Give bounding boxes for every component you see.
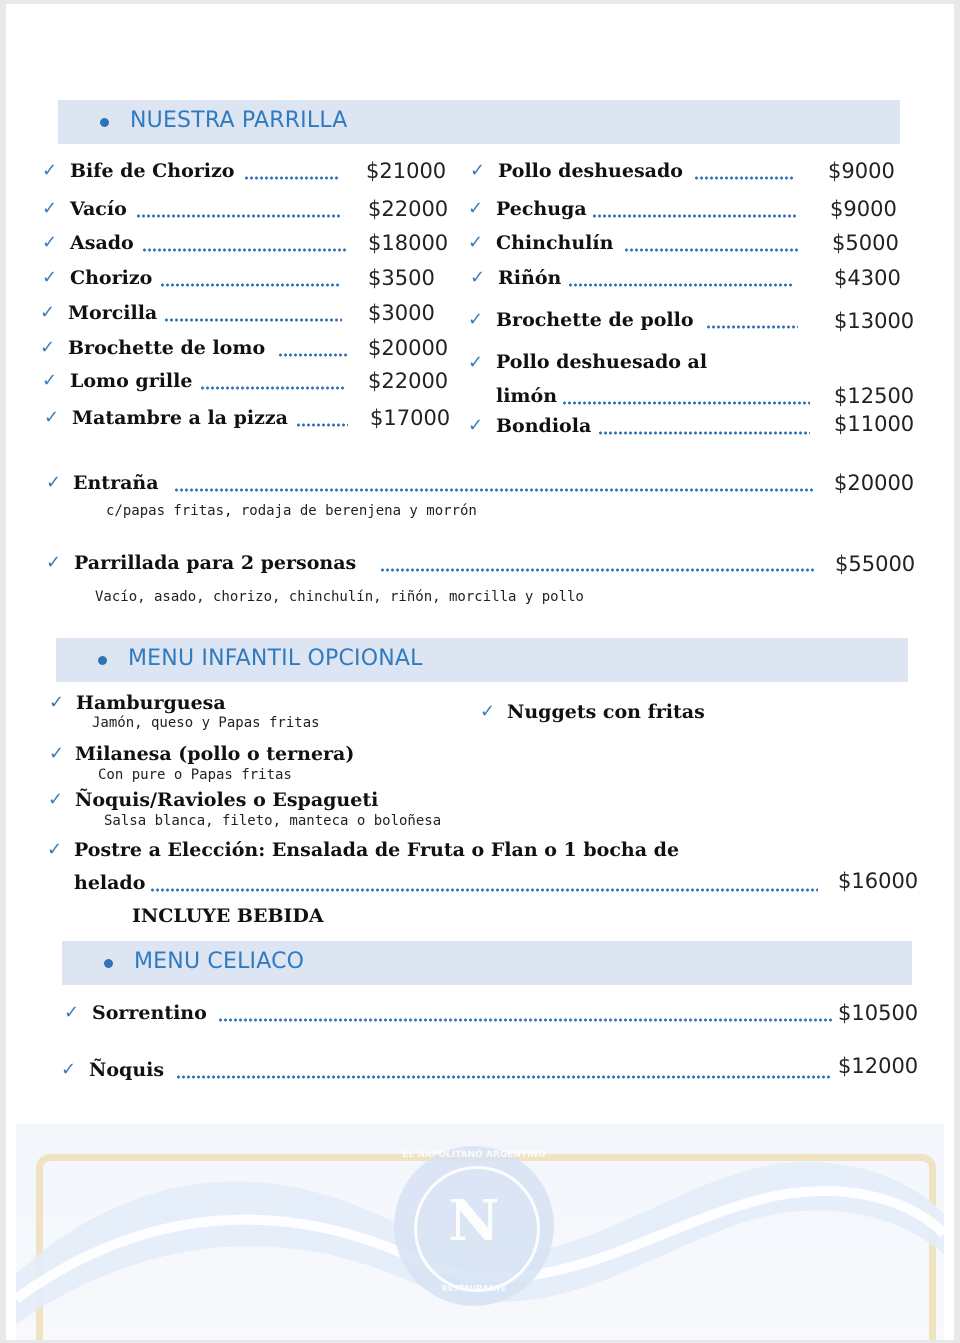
leader-dots — [160, 283, 340, 287]
menu-item-price: $12500 — [834, 384, 915, 408]
menu-item-name: Riñón — [498, 267, 562, 289]
check-icon: ✓ — [46, 552, 62, 573]
check-icon: ✓ — [468, 415, 484, 436]
footer-decoration — [16, 1124, 944, 1340]
leader-dots — [624, 248, 798, 252]
menu-item-note: Con pure o Papas fritas — [98, 767, 292, 783]
menu-item-name: Nuggets con fritas — [507, 701, 705, 723]
leader-dots — [164, 318, 342, 322]
leader-dots — [278, 353, 348, 357]
check-icon: ✓ — [49, 743, 65, 764]
menu-item-price: $13000 — [834, 309, 915, 333]
check-icon: ✓ — [42, 198, 58, 219]
menu-item-name: Brochette de lomo — [68, 337, 266, 359]
menu-item-name: Matambre a la pizza — [72, 407, 288, 429]
menu-item-note: Jamón, queso y Papas fritas — [92, 715, 320, 731]
leader-dots — [136, 214, 342, 218]
leader-dots — [562, 401, 810, 405]
menu-item-price: $21000 — [366, 159, 447, 183]
check-icon: ✓ — [46, 472, 62, 493]
check-icon: ✓ — [47, 839, 63, 860]
menu-item-price: $22000 — [368, 197, 449, 221]
menu-item-name: Ñoquis/Ravioles o Espagueti — [75, 789, 379, 811]
check-icon: ✓ — [42, 160, 58, 181]
bullet-icon — [98, 656, 107, 665]
leader-dots — [176, 1075, 830, 1079]
check-icon: ✓ — [42, 232, 58, 253]
menu-item-name: Entraña — [73, 472, 159, 494]
check-icon: ✓ — [61, 1059, 77, 1080]
menu-item-name: Pollo deshuesado — [498, 160, 683, 182]
leader-dots — [568, 283, 794, 287]
section-header-infantil — [56, 638, 908, 682]
check-icon: ✓ — [48, 789, 64, 810]
leader-dots — [706, 325, 798, 329]
menu-item-price: $16000 — [838, 869, 919, 893]
leader-dots — [598, 431, 810, 435]
check-icon: ✓ — [480, 701, 496, 722]
logo-top-text: EL NAPOLITANO ARGENTINO — [402, 1150, 546, 1160]
menu-item-name: Pechuga — [496, 198, 587, 220]
menu-item-price: $4300 — [834, 266, 901, 290]
menu-item-name: Ñoquis — [89, 1059, 165, 1081]
bullet-icon — [104, 959, 113, 968]
leader-dots — [694, 176, 794, 180]
leader-dots — [592, 214, 798, 218]
menu-item-name: Chorizo — [70, 267, 153, 289]
logo-bottom-text: RESTAURANTE — [441, 1284, 507, 1293]
menu-item-price: $20000 — [368, 336, 449, 360]
check-icon: ✓ — [40, 337, 56, 358]
menu-item-name: Brochette de pollo — [496, 309, 694, 331]
check-icon: ✓ — [64, 1002, 80, 1023]
incluye-bebida-note: INCLUYE BEBIDA — [132, 905, 324, 927]
menu-item-name: Hamburguesa — [76, 692, 226, 714]
check-icon: ✓ — [468, 309, 484, 330]
menu-item-note: c/papas fritas, rodaja de berenjena y morrón — [106, 503, 477, 519]
menu-item-price: $3000 — [368, 301, 435, 325]
check-icon: ✓ — [468, 232, 484, 253]
leader-dots — [200, 386, 346, 390]
logo-letter: N — [448, 1188, 500, 1254]
section-header-celiaco — [62, 941, 912, 985]
check-icon: ✓ — [49, 692, 65, 713]
menu-item-price: $18000 — [368, 231, 449, 255]
bullet-icon — [100, 118, 109, 127]
menu-item-name: Pollo deshuesado al — [496, 351, 708, 373]
menu-item-price: $11000 — [834, 412, 915, 436]
leader-dots — [142, 248, 346, 252]
menu-item-price: $3500 — [368, 266, 435, 290]
check-icon: ✓ — [44, 407, 60, 428]
menu-item-price: $5000 — [832, 231, 899, 255]
section-header-parrilla — [58, 100, 900, 144]
menu-item-price: $17000 — [370, 406, 451, 430]
leader-dots — [380, 568, 814, 572]
check-icon: ✓ — [42, 370, 58, 391]
check-icon: ✓ — [470, 267, 486, 288]
menu-item-name: Morcilla — [68, 302, 158, 324]
leader-dots — [174, 488, 814, 492]
restaurant-logo — [394, 1146, 554, 1306]
section-title: MENU CELIACO — [134, 949, 305, 974]
menu-item-name: Sorrentino — [92, 1002, 207, 1024]
leader-dots — [296, 423, 348, 427]
menu-item-name: Bondiola — [496, 415, 592, 437]
menu-item-price: $10500 — [838, 1001, 919, 1025]
leader-dots — [150, 888, 818, 892]
menu-item-name-continued: helado — [74, 872, 146, 894]
menu-item-name: Milanesa (pollo o ternera) — [75, 743, 355, 765]
menu-item-name: Bife de Chorizo — [70, 160, 235, 182]
menu-item-price: $12000 — [838, 1054, 919, 1078]
menu-item-note: Vacío, asado, chorizo, chinchulín, riñón, morcilla y pollo — [95, 589, 584, 605]
section-title: MENU INFANTIL OPCIONAL — [128, 646, 423, 671]
check-icon: ✓ — [468, 352, 484, 373]
check-icon: ✓ — [42, 267, 58, 288]
menu-item-name: Vacío — [70, 198, 127, 220]
menu-item-name: Parrillada para 2 personas — [74, 552, 357, 574]
menu-item-price: $9000 — [830, 197, 897, 221]
menu-item-price: $9000 — [828, 159, 895, 183]
check-icon: ✓ — [40, 302, 56, 323]
menu-item-price: $22000 — [368, 369, 449, 393]
leader-dots — [244, 176, 338, 180]
check-icon: ✓ — [468, 198, 484, 219]
check-icon: ✓ — [470, 160, 486, 181]
menu-item-name: Lomo grille — [70, 370, 193, 392]
menu-item-name: Chinchulín — [496, 232, 614, 254]
menu-item-name: Postre a Elección: Ensalada de Fruta o Flan o 1 bocha de — [74, 839, 680, 861]
menu-item-price: $55000 — [835, 552, 916, 576]
menu-item-name: Asado — [70, 232, 134, 254]
menu-item-price: $20000 — [834, 471, 915, 495]
menu-item-name-continued: limón — [496, 385, 558, 407]
menu-page — [6, 4, 954, 1340]
menu-item-note: Salsa blanca, fileto, manteca o boloñesa — [104, 813, 442, 829]
section-title: NUESTRA PARRILLA — [130, 108, 348, 133]
leader-dots — [218, 1018, 832, 1022]
